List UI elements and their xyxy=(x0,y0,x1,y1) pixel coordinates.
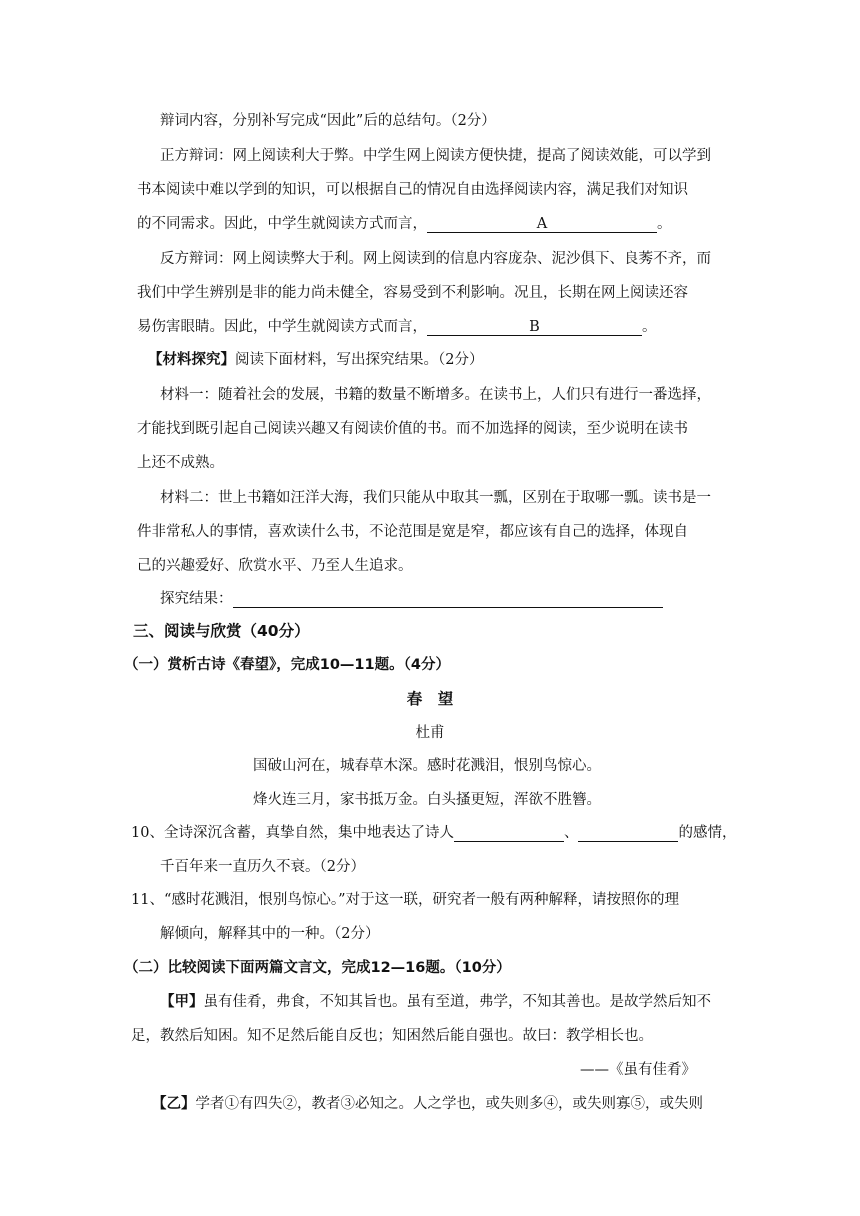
jia-line-2: 足，教然后知困。知不足然后能自反也；知困然后能自强也。故曰：教学相长也。 xyxy=(131,1028,653,1044)
con-summary-prefix: 易伤害眼睛。因此，中学生就阅读方式而言， xyxy=(137,319,427,335)
pro-line-1: 正方辩词：网上阅读利大于弊。中学生网上阅读方便快捷，提高了阅读效能，可以学到 xyxy=(160,148,711,164)
passage-text: 学者①有四失②，教者③必知之。人之学也，或失则多④，或失则寡⑤，或失则 xyxy=(195,1096,703,1112)
material-1-line-2: 才能找到既引起自己阅读兴趣又有阅读价值的书。而不加选择的阅读，至少说明在读书 xyxy=(137,421,688,437)
q10-suffix: 的感情， xyxy=(678,825,737,841)
material-2-line-2: 件非常私人的事情，喜欢读什么书，不论范围是宽是窄，都应该有自己的选择，体现自 xyxy=(137,524,688,540)
con-line-3 xyxy=(137,317,657,337)
passage-tag: 【乙】 xyxy=(152,1096,196,1112)
q10-blank-2[interactable] xyxy=(578,825,678,842)
material-heading-tag: 【材料探究】 xyxy=(148,352,235,368)
part-2-title: （二）比较阅读下面两篇文言文，完成12—16题。（10分） xyxy=(124,960,511,976)
jia-line-1 xyxy=(160,992,711,1012)
part-1-title: （一）赏析古诗《春望》，完成10—11题。（4分） xyxy=(124,657,450,673)
question-10-line-1 xyxy=(131,823,736,843)
result-label: 探究结果： xyxy=(160,591,233,607)
material-2-line-3: 己的兴趣爱好、欣赏水平、乃至人生追求。 xyxy=(137,558,413,574)
material-2-line-1: 材料二：世上书籍如汪洋大海，我们只能从中取其一瓢，区别在于取哪一瓢。读书是一 xyxy=(160,490,711,506)
con-line-1: 反方辩词：网上阅读弊大于利。网上阅读到的信息内容庞杂、泥沙俱下、良莠不齐，而 xyxy=(160,251,711,267)
poem-line-1: 国破山河在，城春草木深。感时花溅泪，恨别鸟惊心。 xyxy=(253,758,601,774)
q10-blank-1[interactable] xyxy=(454,825,564,842)
material-1-line-3: 上还不成熟。 xyxy=(137,455,224,471)
question-11-line-1: 11、“感时花溅泪，恨别鸟惊心。”对于这一联，研究者一般有两种解释，请按照你的理 xyxy=(131,892,680,908)
pro-line-2: 书本阅读中难以学到的知识，可以根据自己的情况自由选择阅读内容，满足我们对知识 xyxy=(137,182,688,198)
poem-title: 春 望 xyxy=(406,690,454,708)
pro-summary-prefix: 的不同需求。因此，中学生就阅读方式而言， xyxy=(137,216,427,232)
pro-line-3 xyxy=(137,214,672,234)
debate-intro: 辩词内容，分别补写完成“因此”后的总结句。（2分） xyxy=(160,113,496,129)
section-3-title: 三、阅读与欣赏（40分） xyxy=(133,622,310,640)
jia-source: ——《虽有佳肴》 xyxy=(580,1062,696,1078)
con-summary-end: 。 xyxy=(642,319,657,335)
yi-line-1 xyxy=(152,1094,703,1114)
q10-separator: 、 xyxy=(563,825,579,841)
pro-summary-end: 。 xyxy=(657,216,672,232)
question-10-line-2: 千百年来一直历久不衰。（2分） xyxy=(160,859,365,875)
yi-text xyxy=(152,1096,703,1112)
answer-blank-b[interactable] xyxy=(427,319,642,336)
blank-a-label: A xyxy=(536,216,548,232)
result-answer-blank[interactable] xyxy=(233,591,663,608)
passage-tag: 【甲】 xyxy=(160,994,204,1010)
q10-prefix: 10、全诗深沉含蓄，真挚自然，集中地表达了诗人 xyxy=(131,825,454,841)
result-line xyxy=(160,589,663,609)
poem-line-2: 烽火连三月，家书抵万金。白头搔更短，浑欲不胜簪。 xyxy=(253,792,601,808)
blank-b-label: B xyxy=(529,319,540,335)
material-heading xyxy=(148,350,483,370)
passage-text: 虽有佳肴，弗食，不知其旨也。虽有至道，弗学，不知其善也。是故学然后知不 xyxy=(203,994,711,1010)
question-11-line-2: 解倾向，解释其中的一种。（2分） xyxy=(160,926,380,942)
answer-blank-a[interactable] xyxy=(427,216,657,233)
material-heading-text: 阅读下面材料，写出探究结果。（2分） xyxy=(235,352,484,368)
poem-author: 杜甫 xyxy=(415,725,445,741)
con-line-2: 我们中学生辨别是非的能力尚未健全，容易受到不利影响。况且，长期在网上阅读还容 xyxy=(137,285,688,301)
material-1-line-1: 材料一：随着社会的发展，书籍的数量不断增多。在读书上，人们只有进行一番选择， xyxy=(160,387,711,403)
